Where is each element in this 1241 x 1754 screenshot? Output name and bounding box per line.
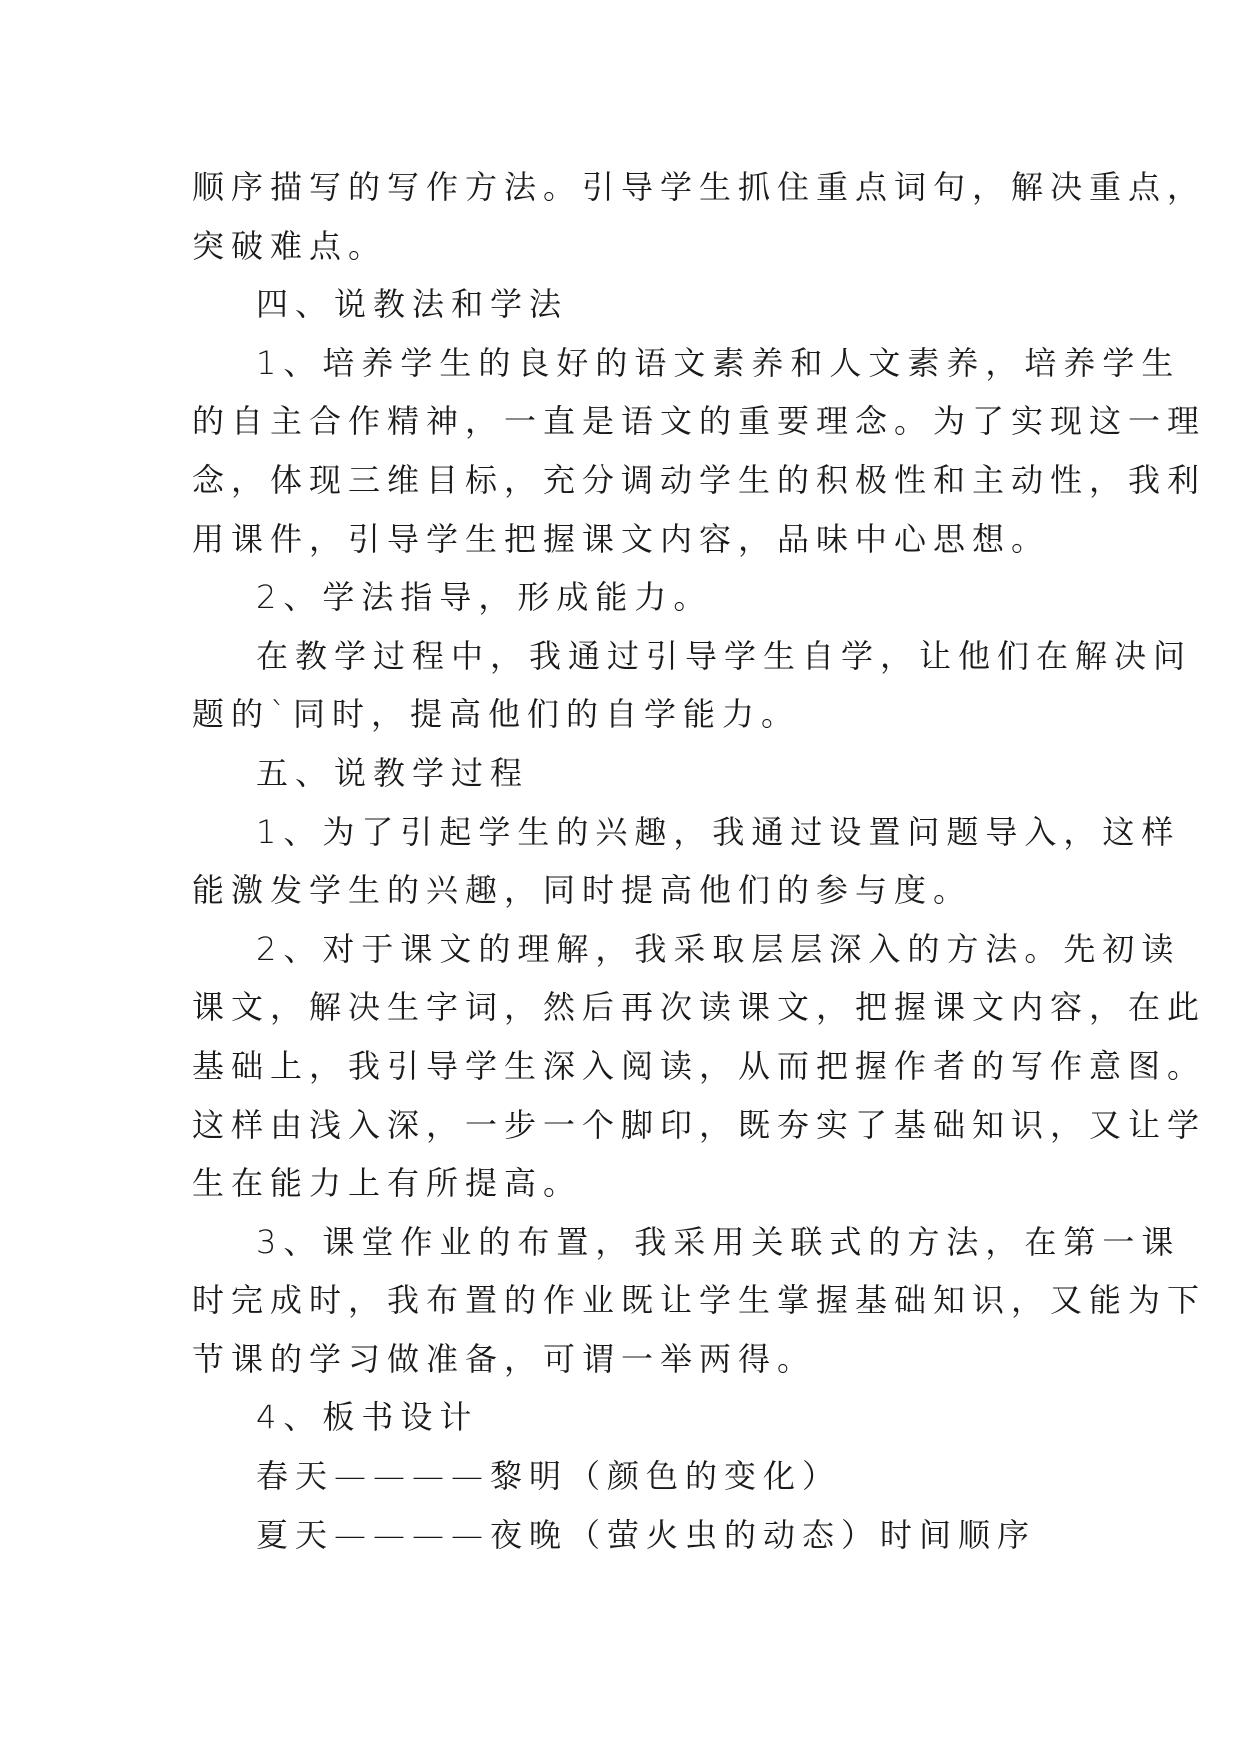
board-design-line: 夏天————夜晚（萤火虫的动态）时间顺序 [256,1515,1037,1554]
text-line: 节课的学习做准备，可谓一举两得。 [192,1339,817,1378]
text-line: 课文，解决生字词，然后再次读课文，把握课文内容，在此 [192,988,1207,1027]
text-line: 突破难点。 [192,226,388,265]
text-line: 能激发学生的兴趣，同时提高他们的参与度。 [192,871,973,910]
text-line: 生在能力上有所提高。 [192,1164,583,1203]
text-line: 这样由浅入深，一步一个脚印，既夯实了基础知识，又让学 [192,1105,1207,1144]
text-line: 1、培养学生的良好的语文素养和人文素养，培养学生 [256,343,1181,382]
document-body [192,158,1207,1564]
text-line: 的自主合作精神，一直是语文的重要理念。为了实现这一理 [192,402,1207,441]
text-line: 题的`同时，提高他们的自学能力。 [192,695,801,734]
section-heading: 五、说教学过程 [256,753,530,792]
section-heading: 四、说教法和学法 [256,285,569,324]
text-line: 3、课堂作业的布置，我采用关联式的方法，在第一课 [256,1222,1181,1261]
text-line: 在教学过程中，我通过引导学生自学，让他们在解决问 [256,636,1193,675]
text-line: 2、对于课文的理解，我采取层层深入的方法。先初读 [256,929,1181,968]
text-line: 顺序描写的写作方法。引导学生抓住重点词句，解决重点， [192,168,1207,206]
text-line: 2、学法指导，形成能力。 [256,578,713,617]
text-line: 用课件，引导学生把握课文内容，品味中心思想。 [192,519,1051,558]
text-line: 念，体现三维目标，充分调动学生的积极性和主动性，我利 [192,460,1207,499]
text-line: 时完成时，我布置的作业既让学生掌握基础知识，又能为下 [192,1281,1207,1320]
text-line: 1、为了引起学生的兴趣，我通过设置问题导入，这样 [256,812,1181,851]
text-line: 基础上，我引导学生深入阅读，从而把握作者的写作意图。 [192,1046,1207,1085]
text-line: 4、板书设计 [256,1398,479,1437]
board-design-line: 春天————黎明（颜色的变化） [256,1457,842,1496]
